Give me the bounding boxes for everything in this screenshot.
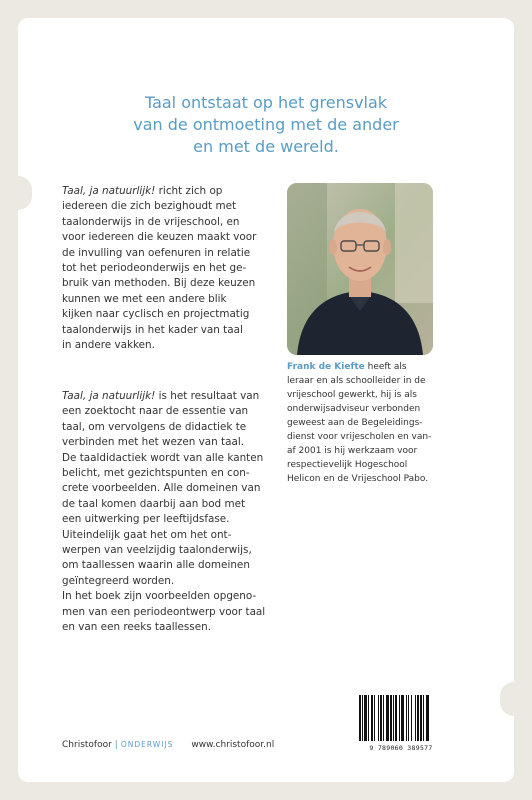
- barcode-bar: [415, 695, 416, 741]
- barcode-bar: [423, 695, 424, 741]
- barcode-bar: [364, 695, 367, 741]
- barcode-bar: [411, 695, 412, 741]
- paragraph-line: een zoektocht naar de essentie van: [62, 405, 249, 418]
- bio-line: [287, 360, 467, 374]
- paragraph-line: taalonderwijs in de vrijeschool, en: [62, 215, 240, 228]
- barcode-bars: [357, 695, 445, 741]
- barcode-bar: [406, 695, 407, 741]
- quote-line: van de ontmoeting met de ander: [133, 115, 399, 134]
- bio-line: leraar en als schoolleider in de: [287, 376, 426, 386]
- book-title-italic: Taal, ja natuurlijk!: [62, 185, 156, 197]
- author-photo: [287, 183, 433, 355]
- paragraph-line: en van een reeks taallessen.: [62, 621, 212, 634]
- author-bio: [287, 360, 467, 486]
- author-name: Frank de Kiefte: [287, 362, 365, 372]
- barcode-bar: [426, 695, 429, 741]
- cover-quote: [40, 92, 492, 158]
- bio-line: onderwijsadviseur verbonden: [287, 404, 421, 414]
- barcode-bar: [417, 695, 419, 741]
- barcode-bar: [393, 695, 394, 741]
- paragraph-line: om taallessen waarin alle domeinen: [62, 559, 250, 572]
- paragraph-line: voor iedereen die keuzen maakt voor: [62, 231, 257, 244]
- description-paragraph-1: [62, 184, 292, 353]
- paragraph-line: de taal komen daarbij aan bod met: [62, 497, 246, 510]
- cover-notch-left: [4, 176, 32, 210]
- paragraph-line: tot het periodeonderwijs en het ge-: [62, 262, 247, 275]
- bio-line: Helicon en de Vrijeschool Pabo.: [287, 474, 429, 484]
- description-paragraph-2: [62, 389, 292, 636]
- quote-line: en met de wereld.: [193, 137, 339, 156]
- bio-line: af 2001 is hij werkzaam voor: [287, 446, 418, 456]
- paragraph-line: kunnen we met een andere blik: [62, 292, 227, 305]
- bio-line: vrijeschool gewerkt, hij is als: [287, 390, 417, 400]
- isbn-number: 9 789060 389577: [369, 744, 433, 752]
- paragraph-line: Uiteindelijk gaat het om het ont-: [62, 528, 232, 541]
- publisher-name: Christofoor: [62, 740, 112, 750]
- paragraph-line: [62, 184, 292, 199]
- paragraph-line: de invulling van oefenuren in relatie: [62, 246, 251, 259]
- imprint-label: ONDERWIJS: [120, 740, 174, 749]
- paragraph-line: iedereen die zich bezighoudt met: [62, 200, 237, 213]
- barcode: [357, 695, 445, 741]
- barcode-bar: [359, 695, 361, 741]
- barcode-bar: [420, 695, 422, 741]
- paragraph-line: taal, om vervolgens de didactiek te: [62, 420, 247, 433]
- paragraph-line: bruik van methoden. Bij deze keuzen: [62, 277, 256, 290]
- paragraph-line: men van een periodeontwerp voor taal: [62, 605, 266, 618]
- barcode-bar: [374, 695, 375, 741]
- paragraph-line: In het boek zijn voorbeelden opgeno-: [62, 590, 257, 603]
- bio-line: geweest aan de Begeleidings-: [287, 418, 423, 428]
- paragraph-line: De taaldidactiek wordt van alle kanten: [62, 451, 264, 464]
- paragraph-line: [62, 389, 292, 404]
- barcode-bar: [399, 695, 400, 741]
- footer: [62, 740, 274, 750]
- barcode-bar: [395, 695, 397, 741]
- paragraph-text: is het resultaat van: [155, 390, 260, 402]
- publisher-separator: |: [114, 740, 118, 750]
- barcode-bar: [383, 695, 384, 741]
- website-link[interactable]: www.christofoor.nl: [191, 740, 275, 750]
- author-portrait-illustration: [287, 183, 433, 355]
- barcode-bar: [380, 695, 382, 741]
- bio-line: respectievelijk Hogeschool: [287, 460, 408, 470]
- cover-notch-right: [500, 682, 528, 716]
- barcode-bar: [390, 695, 392, 741]
- paragraph-line: een uitwerking per leeftijdsfase.: [62, 513, 230, 526]
- paragraph-line: werpen van veelzijdig taalonderwijs,: [62, 544, 252, 557]
- paragraph-line: belicht, met gezichtspunten en con-: [62, 467, 250, 480]
- paragraph-line: geïntegreerd worden.: [62, 574, 175, 587]
- paragraph-text: richt zich op: [155, 185, 223, 197]
- barcode-bar: [408, 695, 409, 741]
- barcode-bar: [401, 695, 404, 741]
- barcode-bar: [371, 695, 373, 741]
- quote-line: Taal ontstaat op het grensvlak: [144, 93, 388, 112]
- paragraph-line: in andere vakken.: [62, 339, 155, 352]
- bio-text: heeft als: [364, 362, 407, 372]
- barcode-bar: [386, 695, 389, 741]
- paragraph-line: crete voorbeelden. Alle domeinen van: [62, 482, 261, 495]
- barcode-bar: [378, 695, 379, 741]
- book-title-italic: Taal, ja natuurlijk!: [62, 390, 156, 402]
- barcode-bar: [362, 695, 363, 741]
- paragraph-line: kijken naar cyclisch en projectmatig: [62, 308, 250, 321]
- paragraph-line: verbinden met het wezen van taal.: [62, 436, 245, 449]
- paragraph-line: taalonderwijs in het kader van taal: [62, 323, 243, 336]
- bio-line: dienst voor vrijescholen en van-: [287, 432, 432, 442]
- barcode-bar: [368, 695, 369, 741]
